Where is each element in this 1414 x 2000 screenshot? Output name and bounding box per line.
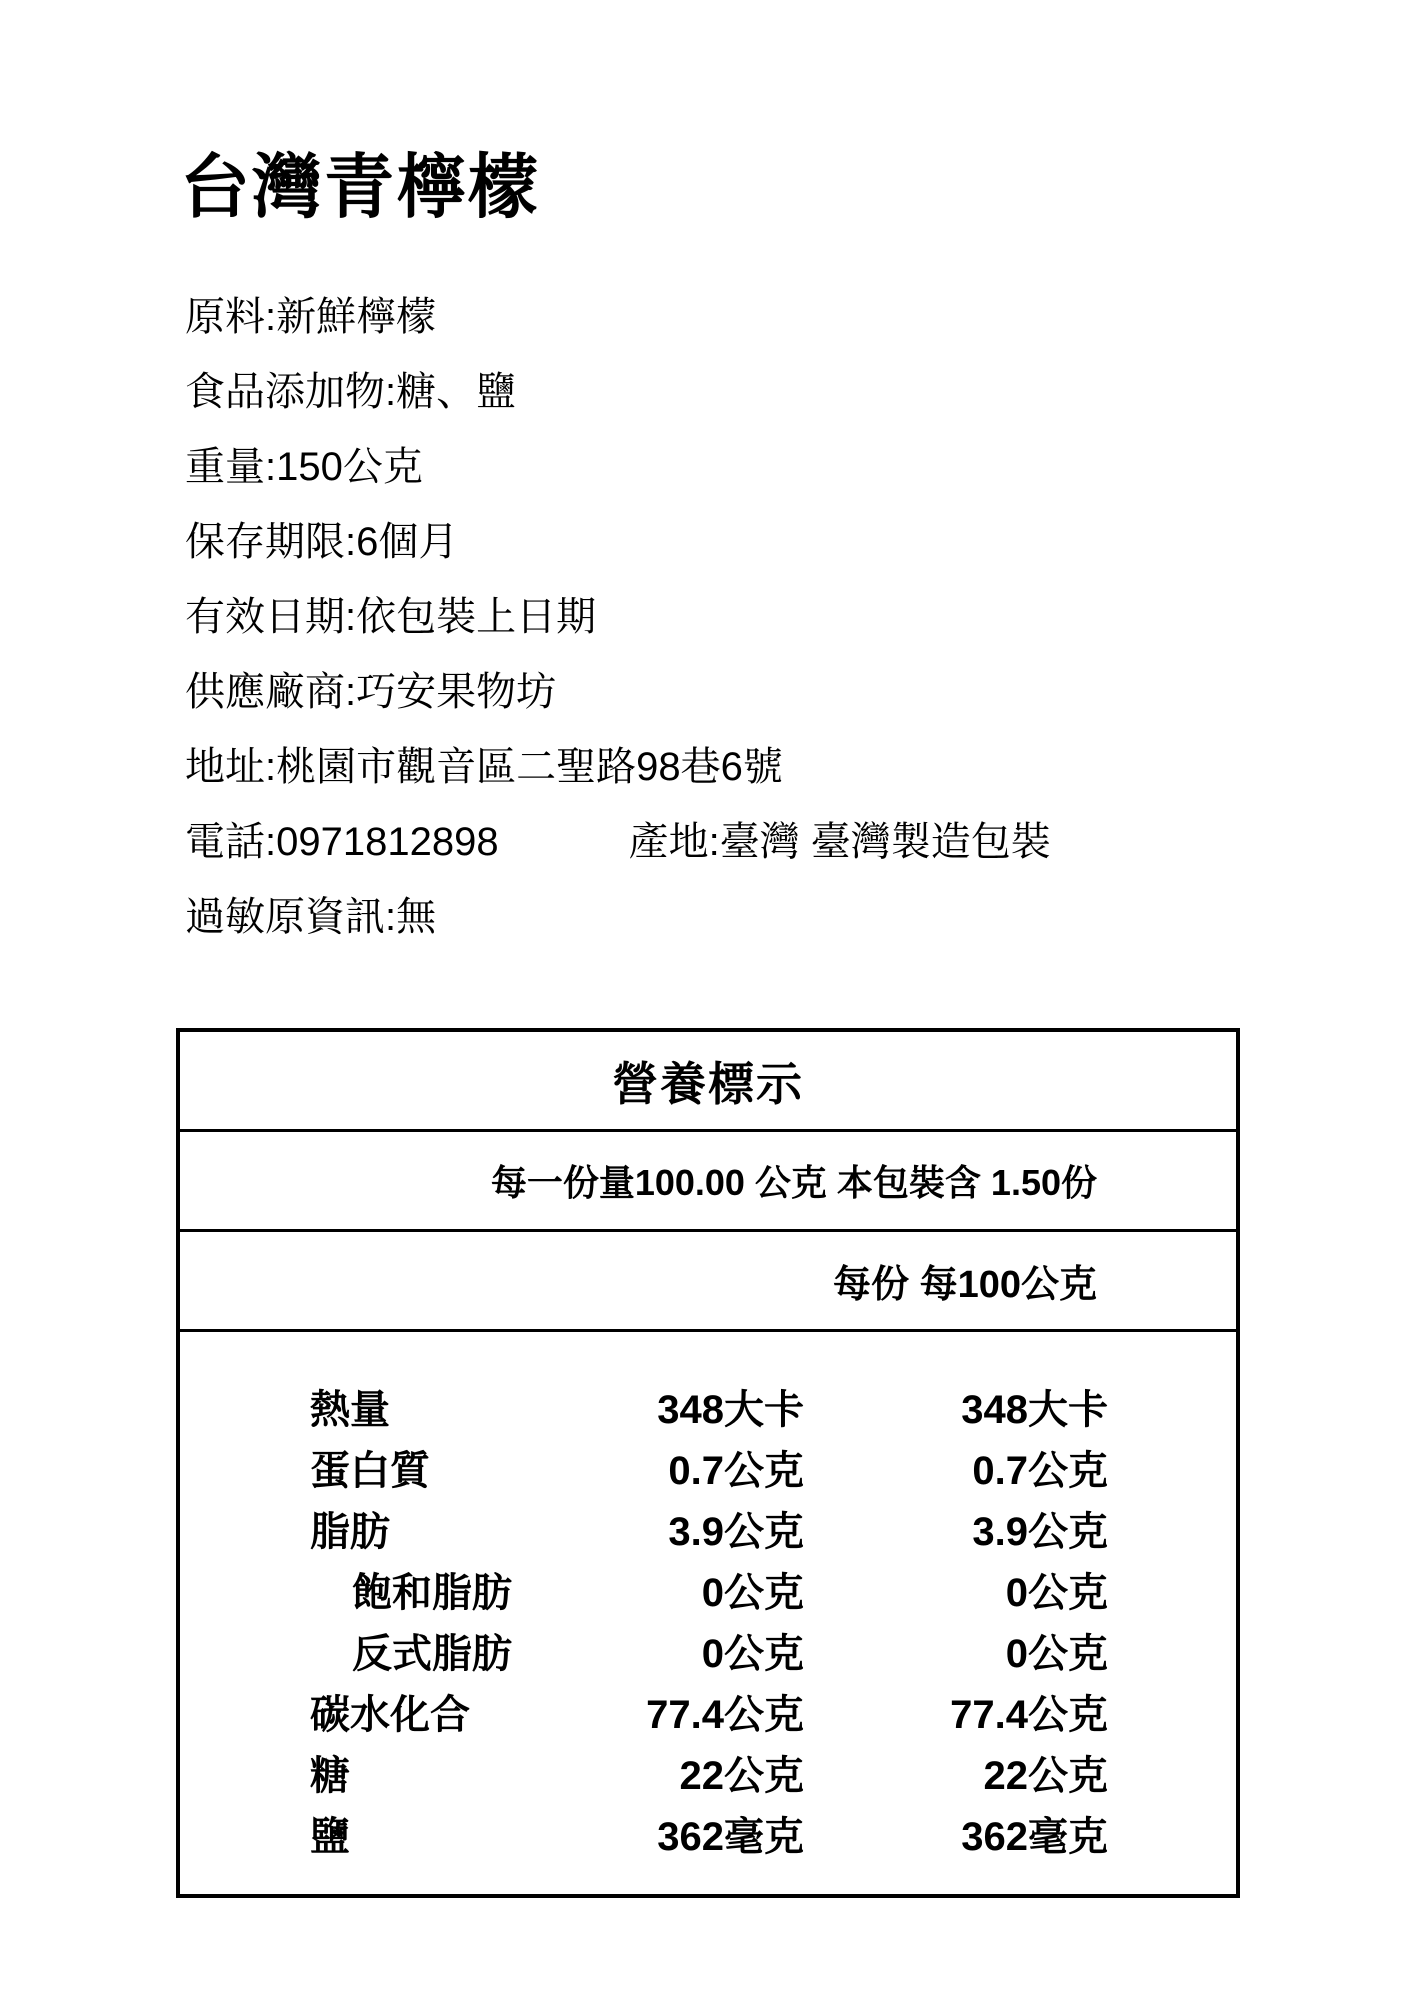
value-per-100g: 0公克 — [1005, 1632, 1108, 1676]
value-per-serving: 0公克 — [701, 1571, 804, 1615]
nutrient-name: 糖 — [310, 1754, 350, 1798]
nutrient-name: 蛋白質 — [310, 1449, 430, 1493]
ingredients-line: 原料:新鮮檸檬 — [185, 295, 437, 339]
nutrition-row-saturated-fat — [180, 1559, 1236, 1620]
nutrient-name: 熱量 — [310, 1388, 390, 1432]
nutrition-row-salt — [180, 1803, 1236, 1864]
value-per-100g: 0.7公克 — [972, 1449, 1108, 1493]
nutrient-name: 鹽 — [310, 1815, 350, 1859]
product-title: 台灣青檸檬 — [180, 148, 540, 226]
nutrient-name: 脂肪 — [310, 1510, 390, 1554]
nutrition-row-carbohydrate — [180, 1681, 1236, 1742]
product-info-block — [185, 280, 1051, 955]
nutrition-table-title-row — [180, 1032, 1236, 1132]
phone-origin-line — [185, 805, 1051, 880]
nutrition-serving-row — [180, 1132, 1236, 1232]
value-per-100g: 348大卡 — [961, 1388, 1108, 1432]
value-per-serving: 3.9公克 — [668, 1510, 804, 1554]
value-per-serving: 0公克 — [701, 1632, 804, 1676]
serving-size-text: 每一份量100.00 公克 本包裝含 1.50份 — [490, 1162, 1097, 1203]
nutrition-table-title: 營養標示 — [612, 1057, 804, 1110]
nutrition-table — [176, 1028, 1240, 1898]
value-per-100g: 3.9公克 — [972, 1510, 1108, 1554]
nutrition-row-fat — [180, 1498, 1236, 1559]
nutrition-rows — [180, 1332, 1236, 1864]
supplier-line: 供應廠商:巧安果物坊 — [185, 670, 557, 714]
nutrient-name: 飽和脂肪 — [352, 1571, 512, 1615]
value-per-100g: 362毫克 — [961, 1815, 1108, 1859]
nutrition-row-calories — [180, 1376, 1236, 1437]
nutrient-name: 反式脂肪 — [352, 1632, 512, 1676]
value-per-serving: 22公克 — [679, 1754, 804, 1798]
phone-text: 電話:0971812898 — [185, 820, 499, 864]
shelf-life-line: 保存期限:6個月 — [185, 520, 459, 564]
value-per-serving: 0.7公克 — [668, 1449, 804, 1493]
value-per-100g: 77.4公克 — [950, 1693, 1108, 1737]
value-per-serving: 77.4公克 — [646, 1693, 804, 1737]
address-line: 地址:桃園市觀音區二聖路98巷6號 — [185, 745, 783, 789]
weight-line: 重量:150公克 — [185, 445, 423, 489]
additives-line: 食品添加物:糖、鹽 — [185, 370, 517, 414]
nutrition-row-sugar — [180, 1742, 1236, 1803]
value-per-serving: 348大卡 — [657, 1388, 804, 1432]
nutrition-row-trans-fat — [180, 1620, 1236, 1681]
expiry-date-line: 有效日期:依包裝上日期 — [185, 595, 597, 639]
allergen-line: 過敏原資訊:無 — [185, 895, 437, 939]
value-per-serving: 362毫克 — [657, 1815, 804, 1859]
nutrition-column-header-row — [180, 1232, 1236, 1332]
value-per-100g: 22公克 — [983, 1754, 1108, 1798]
nutrition-row-protein — [180, 1437, 1236, 1498]
origin-text: 產地:臺灣 臺灣製造包裝 — [628, 820, 1051, 864]
nutrient-name: 碳水化合 — [310, 1693, 470, 1737]
column-header-text: 每份 每100公克 — [833, 1264, 1097, 1306]
value-per-100g: 0公克 — [1005, 1571, 1108, 1615]
